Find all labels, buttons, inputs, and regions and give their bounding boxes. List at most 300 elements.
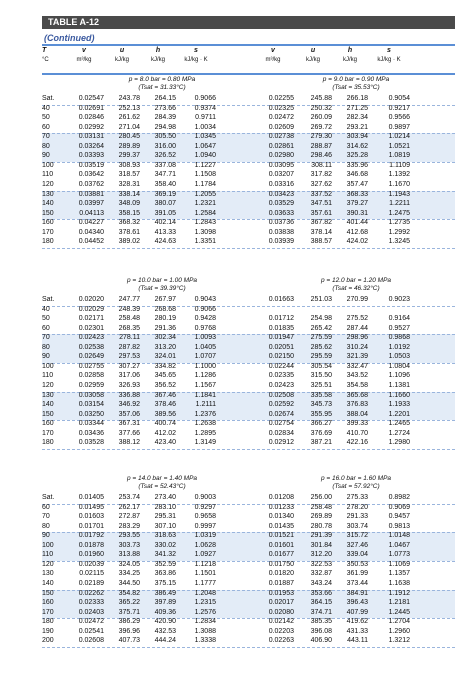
value-cell: 287.82 (118, 343, 140, 351)
value-cell: 0.02115 (79, 570, 104, 578)
left-pressure-title: p = 10.0 bar = 1.00 MPa (126, 277, 198, 284)
value-cell: 385.35 (310, 618, 332, 626)
table-row (42, 420, 455, 430)
value-cell: 0.02608 (78, 637, 104, 645)
table-row (42, 219, 455, 229)
value-cell: 1.2735 (388, 219, 410, 227)
value-cell: 424.02 (346, 238, 368, 246)
value-cell: 314.62 (346, 142, 368, 150)
table-row (42, 95, 455, 105)
value-cell: 291.39 (310, 532, 332, 540)
value-cell: 343.52 (346, 372, 368, 380)
value-cell: 1.1933 (388, 401, 410, 409)
value-cell: 1.0521 (388, 142, 410, 150)
value-cell: 367.82 (310, 219, 332, 227)
value-cell: 0.8982 (388, 494, 410, 501)
value-cell: 278.11 (119, 334, 140, 342)
value-cell: 303.73 (118, 541, 140, 549)
value-cell: 0.02541 (78, 627, 104, 635)
header-unit: m³/kg (265, 57, 281, 63)
value-cell: 325.28 (346, 152, 368, 160)
value-cell: 357.47 (346, 180, 368, 188)
value-cell: 412.68 (346, 228, 368, 236)
value-cell: 391.05 (154, 209, 176, 217)
value-cell: 0.9868 (388, 334, 410, 342)
value-cell: 253.74 (118, 494, 140, 501)
value-cell: 0.01405 (78, 494, 104, 501)
temperature-cell: 150 (42, 209, 54, 217)
value-cell: 1.1777 (194, 579, 216, 587)
value-cell: 0.02846 (78, 114, 104, 122)
header-symbol: T (42, 47, 47, 54)
pressure-block (42, 277, 455, 473)
value-cell: 0.02262 (78, 589, 104, 597)
value-cell: 252.13 (118, 104, 140, 112)
table-row (42, 296, 455, 306)
temperature-cell: 160 (42, 219, 54, 227)
value-cell: 356.52 (154, 381, 176, 389)
table-banner: TABLE A-12 (42, 16, 455, 29)
value-cell: 346.92 (118, 401, 140, 409)
value-cell: 354.82 (118, 589, 140, 597)
value-cell: 0.01960 (78, 551, 104, 559)
value-cell: 1.2724 (388, 429, 410, 437)
value-cell: 377.66 (118, 429, 140, 437)
value-cell: 1.2321 (194, 200, 216, 208)
value-cell: 0.01701 (78, 522, 104, 530)
value-cell: 0.03997 (78, 200, 104, 208)
value-cell: 354.58 (346, 381, 368, 389)
value-cell: 432.53 (154, 627, 176, 635)
value-cell: 0.02301 (78, 324, 104, 332)
value-cell: 1.0804 (388, 362, 410, 370)
pressure-block (42, 475, 455, 671)
table-row (42, 171, 455, 181)
value-cell: 0.02203 (268, 627, 294, 635)
value-cell: 328.31 (118, 180, 140, 188)
value-cell: 378.61 (118, 228, 140, 236)
value-cell: 315.50 (310, 372, 332, 380)
value-cell: 368.32 (118, 219, 140, 227)
value-cell: 0.02423 (78, 334, 104, 342)
value-cell: 1.2055 (194, 190, 216, 198)
value-cell: 0.03519 (78, 161, 104, 169)
value-cell: 350.53 (346, 560, 368, 568)
value-cell: 335.58 (310, 391, 332, 399)
value-cell: 337.52 (310, 190, 332, 198)
value-cell: 0.02403 (78, 608, 104, 616)
table-row (42, 363, 455, 373)
value-cell: 422.16 (346, 439, 368, 447)
table-row (42, 551, 455, 561)
column-header (42, 47, 455, 73)
temperature-cell: 110 (42, 171, 54, 179)
value-cell: 0.9768 (194, 324, 216, 332)
temperature-cell: 120 (42, 381, 54, 389)
value-cell: 258.48 (118, 315, 140, 323)
value-cell: 248.39 (118, 305, 140, 313)
value-cell: 307.10 (154, 522, 176, 530)
value-cell: 1.2960 (388, 627, 410, 635)
value-cell: 269.72 (310, 123, 332, 131)
left-tsat-label: (Tsat = 52.43°C) (138, 483, 186, 490)
value-cell: 0.03436 (78, 429, 104, 437)
temperature-cell: 70 (42, 513, 50, 521)
value-cell: 388.57 (310, 238, 332, 246)
table-row (42, 504, 455, 514)
value-cell: 273.66 (154, 104, 176, 112)
value-cell: 0.02020 (78, 296, 104, 303)
value-cell: 0.02547 (78, 95, 104, 102)
value-cell: 366.27 (310, 420, 332, 428)
value-cell: 322.53 (310, 560, 332, 568)
value-cell: 297.53 (118, 353, 140, 361)
value-cell: 1.1943 (388, 190, 410, 198)
value-cell: 310.24 (346, 343, 368, 351)
value-cell: 256.00 (310, 494, 332, 501)
value-cell: 1.0093 (194, 334, 216, 342)
value-cell: 406.90 (310, 637, 332, 645)
header-bottom-rule (42, 73, 455, 75)
temperature-cell: 100 (42, 362, 54, 370)
temperature-cell: 100 (42, 541, 54, 549)
value-cell: 419.62 (346, 618, 368, 626)
value-cell: 0.01953 (268, 589, 294, 597)
value-cell: 0.9217 (388, 104, 410, 112)
value-cell: 301.84 (310, 541, 332, 549)
value-cell: 293.55 (118, 532, 140, 540)
value-cell: 1.1841 (194, 391, 216, 399)
value-cell: 367.31 (118, 420, 140, 428)
value-cell: 1.1218 (194, 560, 216, 568)
value-cell: 1.2376 (194, 410, 216, 418)
value-cell: 375.15 (154, 579, 176, 587)
value-cell: 275.33 (346, 494, 368, 501)
value-cell: 1.1227 (194, 161, 216, 169)
value-cell: 1.1000 (194, 362, 216, 370)
value-cell: 0.9711 (195, 114, 216, 122)
value-cell: 401.44 (346, 219, 368, 227)
left-pressure-title: p = 8.0 bar = 0.80 MPa (128, 76, 196, 83)
value-cell: 269.89 (310, 513, 332, 521)
value-cell: 312.20 (310, 551, 332, 559)
table-row (42, 133, 455, 143)
value-cell: 389.56 (154, 410, 176, 418)
value-cell: 1.0319 (194, 532, 216, 540)
value-cell: 0.02472 (78, 618, 104, 626)
header-symbol: h (347, 47, 353, 54)
value-cell: 0.02325 (268, 104, 294, 112)
table-row (42, 210, 455, 220)
value-cell: 247.77 (118, 296, 140, 303)
value-cell: 367.46 (154, 391, 176, 399)
temperature-cell: 80 (42, 522, 50, 530)
value-cell: 299.37 (118, 152, 140, 160)
value-cell: 1.3098 (194, 228, 216, 236)
value-cell: 316.00 (154, 142, 176, 150)
value-cell: 268.68 (154, 305, 176, 313)
table-row (42, 372, 455, 382)
value-cell: 0.02592 (268, 401, 294, 409)
value-cell: 1.3245 (388, 238, 410, 246)
header-unit: °C (42, 57, 49, 63)
value-cell: 431.33 (346, 627, 368, 635)
right-pressure-title: p = 9.0 bar = 0.90 MPa (322, 76, 390, 83)
value-cell: 345.73 (310, 401, 332, 409)
value-cell: 1.1784 (194, 180, 216, 188)
value-cell: 0.03095 (268, 161, 294, 169)
temperature-cell: 110 (42, 372, 54, 380)
value-cell: 1.1638 (388, 579, 410, 587)
value-cell: 278.20 (346, 503, 368, 511)
value-cell: 313.88 (118, 551, 140, 559)
value-cell: 0.9054 (388, 95, 410, 102)
value-cell: 335.96 (346, 161, 368, 169)
header-unit: kJ/kg · K (377, 57, 401, 63)
value-cell: 1.1069 (388, 560, 410, 568)
value-cell: 1.0503 (388, 353, 410, 361)
value-cell: 317.82 (310, 171, 332, 179)
value-cell: 270.99 (346, 296, 368, 303)
header-unit: kJ/kg (114, 57, 129, 63)
value-cell: 1.2638 (194, 420, 216, 428)
value-cell: 0.03633 (268, 209, 294, 217)
value-cell: 1.2201 (388, 410, 410, 418)
value-cell: 1.0148 (388, 532, 410, 540)
table-row (42, 344, 455, 354)
value-cell: 1.2704 (388, 618, 410, 626)
value-cell: 0.01340 (268, 513, 294, 521)
value-cell: 365.22 (118, 599, 140, 607)
table-row (42, 439, 455, 449)
table-row (42, 609, 455, 619)
value-cell: 361.99 (346, 570, 368, 578)
value-cell: 410.70 (346, 429, 368, 437)
value-cell: 379.27 (346, 200, 368, 208)
value-cell: 293.21 (346, 123, 368, 131)
value-cell: 0.04452 (78, 238, 104, 246)
value-cell: 0.9297 (194, 503, 216, 511)
table-row (42, 561, 455, 571)
value-cell: 0.02171 (78, 315, 104, 323)
value-cell: 307.27 (118, 362, 140, 370)
table-row (42, 542, 455, 552)
value-cell: 261.62 (118, 114, 140, 122)
value-cell: 0.04113 (79, 209, 104, 217)
value-cell: 0.02423 (268, 381, 294, 389)
value-cell: 298.46 (310, 152, 332, 160)
table-row (42, 580, 455, 590)
value-cell: 305.54 (310, 362, 332, 370)
value-cell: 1.1392 (388, 171, 410, 179)
value-cell: 373.44 (346, 579, 368, 587)
value-cell: 0.02255 (268, 95, 294, 102)
table-row (42, 382, 455, 392)
value-cell: 375.71 (118, 608, 140, 616)
value-cell: 396.96 (118, 627, 140, 635)
value-cell: 321.39 (346, 353, 368, 361)
value-cell: 400.74 (154, 420, 176, 428)
value-cell: 271.04 (118, 123, 140, 131)
temperature-cell: 150 (42, 589, 54, 597)
value-cell: 327.62 (310, 180, 332, 188)
value-cell: 1.1381 (388, 381, 410, 389)
value-cell: 338.14 (118, 190, 140, 198)
value-cell: 302.34 (154, 334, 176, 342)
value-cell: 0.9428 (194, 315, 216, 323)
value-cell: 1.3338 (194, 637, 216, 645)
value-cell: 1.1660 (388, 391, 410, 399)
value-cell: 1.1567 (194, 381, 216, 389)
header-symbol: v (271, 47, 275, 54)
value-cell: 1.2980 (388, 439, 410, 447)
value-cell: 268.35 (118, 324, 140, 332)
value-cell: 308.11 (311, 161, 332, 169)
value-cell: 0.04340 (78, 228, 104, 236)
temperature-cell: 120 (42, 560, 54, 568)
table-row (42, 334, 455, 344)
right-tsat-label: (Tsat = 46.32°C) (332, 285, 380, 292)
table-row (42, 618, 455, 628)
value-cell: 388.12 (118, 439, 140, 447)
value-cell: 0.01603 (78, 513, 104, 521)
table-row (42, 229, 455, 239)
value-cell: 378.46 (154, 401, 176, 409)
value-cell: 0.02142 (268, 618, 294, 626)
value-cell: 1.0467 (388, 541, 410, 549)
value-cell: 275.52 (346, 315, 368, 323)
left-tsat-label: (Tsat = 31.33°C) (138, 84, 186, 91)
value-cell: 0.01663 (268, 296, 294, 303)
temperature-cell: 200 (42, 637, 54, 645)
value-cell: 0.03058 (78, 391, 104, 399)
value-cell: 283.10 (154, 503, 176, 511)
value-cell: 0.9897 (388, 123, 410, 131)
table-row (42, 494, 455, 504)
value-cell: 336.88 (118, 391, 140, 399)
table-row (42, 124, 455, 134)
value-cell: 1.2834 (194, 618, 216, 626)
value-cell: 334.82 (154, 362, 176, 370)
value-cell: 1.0405 (194, 343, 216, 351)
value-cell: 0.02992 (78, 123, 104, 131)
value-cell: 0.02335 (268, 372, 294, 380)
table-subtitle: (Continued) (44, 33, 95, 43)
value-cell: 291.36 (154, 324, 176, 332)
value-cell: 1.3351 (194, 238, 216, 246)
value-cell: 260.09 (310, 114, 332, 122)
table-row (42, 162, 455, 172)
value-cell: 0.03131 (78, 133, 104, 141)
value-cell: 0.9457 (388, 513, 410, 521)
value-cell: 0.01887 (268, 579, 294, 587)
value-cell: 0.01835 (268, 324, 294, 332)
value-cell: 0.02333 (78, 599, 104, 607)
value-cell: 0.03393 (78, 152, 104, 160)
value-cell: 0.02244 (268, 362, 294, 370)
value-cell: 0.01677 (268, 551, 294, 559)
temperature-cell: 130 (42, 570, 54, 578)
value-cell: 0.9164 (388, 315, 410, 323)
value-cell: 1.0345 (194, 133, 216, 141)
value-cell: 284.39 (154, 114, 176, 122)
value-cell: 1.0773 (388, 551, 410, 559)
value-cell: 0.02472 (268, 114, 294, 122)
value-cell: 0.02980 (268, 152, 294, 160)
value-cell: 326.93 (118, 381, 140, 389)
value-cell: 0.9003 (194, 494, 216, 501)
left-tsat-label: (Tsat = 39.39°C) (138, 285, 186, 292)
value-cell: 295.59 (310, 353, 332, 361)
value-cell: 1.2111 (195, 401, 216, 409)
value-cell: 337.08 (154, 161, 176, 169)
table-row (42, 152, 455, 162)
temperature-cell: 130 (42, 391, 54, 399)
temperature-cell: 90 (42, 532, 50, 540)
value-cell: 0.02649 (78, 353, 104, 361)
value-cell: 264.15 (154, 95, 176, 102)
value-cell: 1.0819 (388, 152, 410, 160)
value-cell: 0.02858 (78, 372, 104, 380)
value-cell: 0.02834 (268, 429, 294, 437)
temperature-cell: 150 (42, 410, 54, 418)
value-cell: 0.01712 (268, 315, 294, 323)
value-cell: 0.04227 (78, 219, 104, 227)
value-cell: 245.88 (310, 95, 332, 102)
value-cell: 1.3088 (194, 627, 216, 635)
value-cell: 288.87 (310, 142, 332, 150)
value-cell: 267.97 (154, 296, 176, 303)
temperature-cell: 60 (42, 324, 50, 332)
value-cell: 1.2475 (388, 209, 410, 217)
value-cell: 413.33 (154, 228, 176, 236)
right-pressure-title: p = 16.0 bar = 1.60 MPa (320, 475, 392, 482)
temperature-cell: 120 (42, 180, 54, 188)
value-cell: 0.03250 (78, 410, 104, 418)
value-cell: 0.03762 (78, 180, 104, 188)
value-cell: 345.65 (154, 372, 176, 380)
value-cell: 251.03 (310, 296, 332, 303)
right-pressure-title: p = 12.0 bar = 1.20 MPa (320, 277, 392, 284)
value-cell: 0.01601 (268, 541, 294, 549)
table-row (42, 401, 455, 411)
temperature-cell: 100 (42, 161, 54, 169)
value-cell: 390.31 (346, 209, 368, 217)
table-row (42, 200, 455, 210)
value-cell: 283.29 (118, 522, 140, 530)
value-cell: 1.2315 (194, 599, 216, 607)
value-cell: 1.0647 (194, 142, 216, 150)
temperature-cell: 60 (42, 123, 50, 131)
temperature-cell: 80 (42, 343, 50, 351)
value-cell: 332.47 (346, 362, 368, 370)
value-cell: 346.68 (346, 171, 368, 179)
value-cell: 347.51 (310, 200, 332, 208)
value-cell: 0.02861 (268, 142, 294, 150)
value-cell: 0.03528 (78, 439, 104, 447)
value-cell: 397.89 (154, 599, 176, 607)
value-cell: 280.19 (154, 315, 176, 323)
value-cell: 0.02051 (268, 343, 294, 351)
table-row (42, 143, 455, 153)
value-cell: 1.0214 (388, 133, 410, 141)
value-cell: 285.62 (310, 343, 332, 351)
value-cell: 1.0707 (194, 353, 216, 361)
temperature-cell: 170 (42, 608, 54, 616)
value-cell: 313.20 (154, 343, 176, 351)
value-cell: 0.01521 (268, 532, 294, 540)
value-cell: 420.90 (154, 618, 176, 626)
